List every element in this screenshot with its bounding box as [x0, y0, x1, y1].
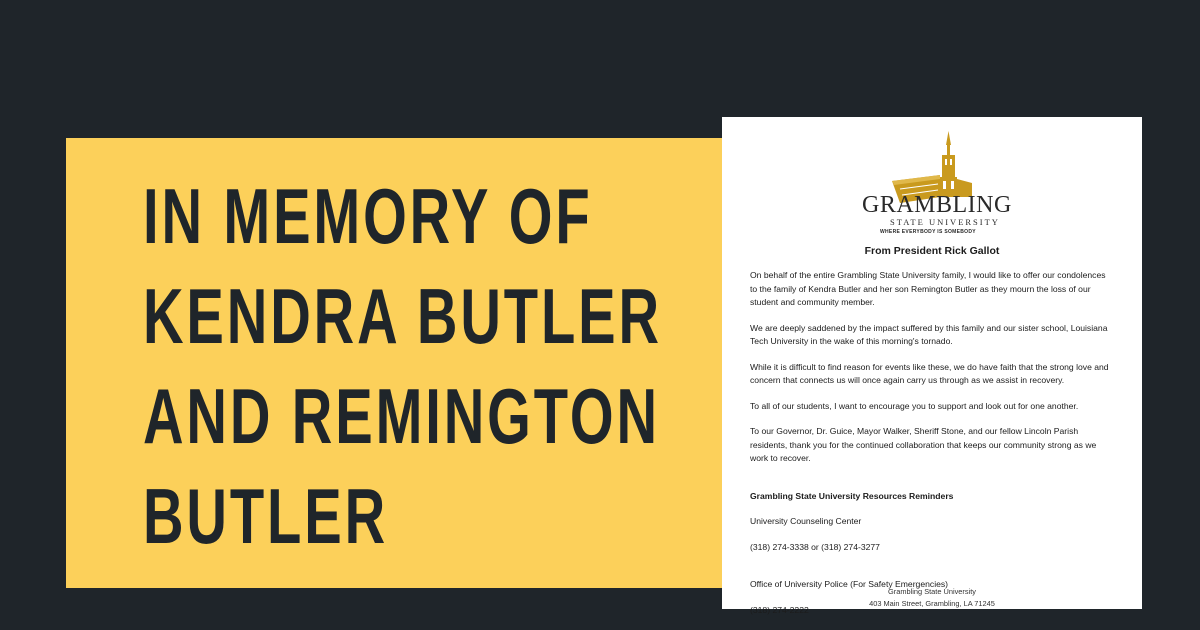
letter-footer — [722, 586, 1142, 610]
paragraph: To our Governor, Dr. Guice, Mayor Walker, Sheriff Stone, and our fellow Lincoln Parish residents, thank you for the continued collaboration that keeps our community strong as we work to recover. — [750, 426, 1097, 463]
letter-body — [750, 269, 1112, 629]
counseling-phone: (318) 274-3338 or (318) 274-3277 — [750, 541, 880, 552]
footer-address: 403 Main Street, Grambling, LA 71245 — [869, 599, 995, 608]
headline-line-2: KENDRA BUTLER — [143, 272, 662, 360]
president-letter — [722, 117, 1142, 615]
headline-line-4: BUTLER — [143, 472, 389, 560]
paragraph: To all of our students, I want to encourage you to support and look out for one another. — [750, 400, 1079, 411]
letter-from: From President Rick Gallot — [864, 245, 1000, 257]
logo-motto: WHERE EVERYBODY IS SOMEBODY — [880, 229, 976, 235]
resources-title: Grambling State University Resources Reminders — [750, 490, 954, 501]
police-phone: (318) 274-2222 — [750, 604, 809, 615]
logo-wordmark: GRAMBLING — [862, 192, 1012, 218]
headline — [143, 166, 662, 566]
police-label: Office of University Police (For Safety Emergencies) — [750, 579, 949, 589]
headline-line-3: AND REMINGTON — [143, 372, 660, 460]
paragraph: We are deeply saddened by the impact suffered by this family and our sister school, Louisiana Tech University in the wake of this morning's tornado. — [750, 322, 1108, 346]
paragraph: While it is difficult to find reason for events like these, we do have faith that the strong love and concern that connects us will once again carry us through as we assist in recovery. — [750, 361, 1109, 385]
logo-subtitle: STATE UNIVERSITY — [890, 217, 1000, 227]
counseling-label: University Counseling Center — [750, 516, 862, 526]
footer-name: Grambling State University — [888, 587, 976, 596]
headline-line-1: IN MEMORY OF — [143, 172, 593, 260]
paragraph: On behalf of the entire Grambling State University family, I would like to offer our condolences to the family of Kendra Butler and her son Remington Butler as they mourn the loss of our student and community member. — [750, 270, 1106, 307]
